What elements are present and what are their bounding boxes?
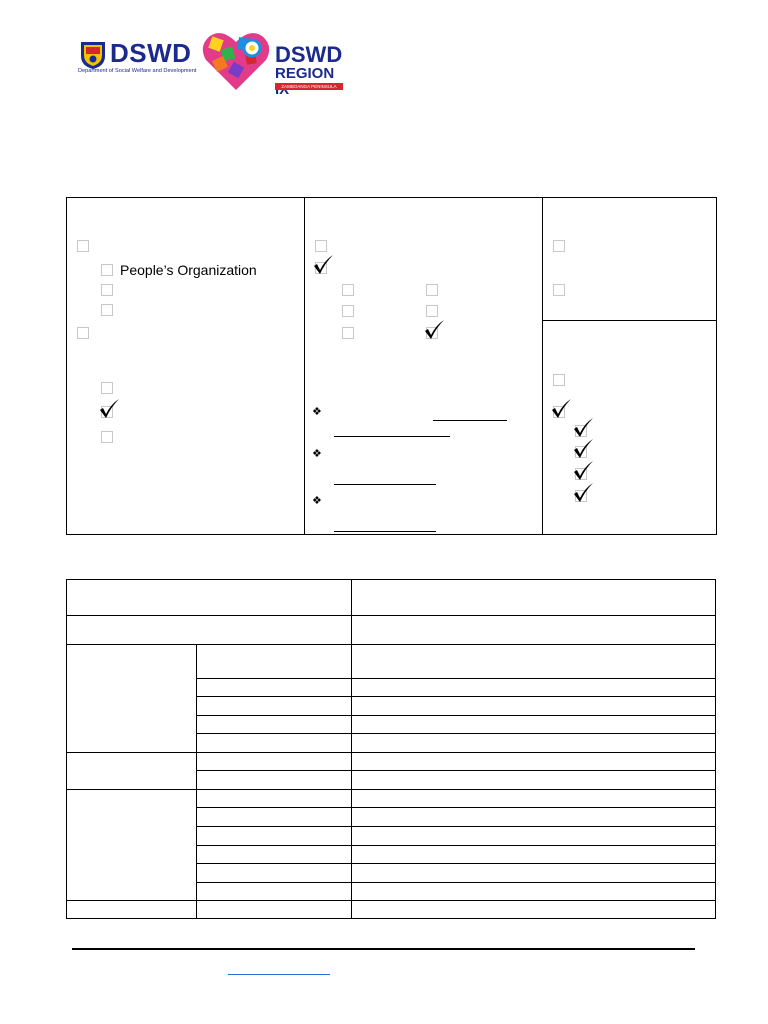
checkmark-icon xyxy=(572,416,594,438)
grid-table xyxy=(66,579,716,919)
checkmark-icon xyxy=(550,397,572,419)
checkbox[interactable] xyxy=(101,264,113,276)
checkbox[interactable] xyxy=(101,431,113,443)
region-label: REGION xyxy=(275,65,335,82)
footer-rule xyxy=(72,948,695,950)
diamond-bullet-icon: ❖ xyxy=(312,495,322,507)
checkmark-icon xyxy=(312,253,334,275)
footer-link[interactable] xyxy=(228,966,330,975)
checkbox[interactable] xyxy=(342,284,354,296)
checkbox[interactable] xyxy=(426,284,438,296)
dswd-seal-icon xyxy=(78,40,108,70)
checkbox[interactable] xyxy=(553,284,565,296)
checkmark-icon xyxy=(423,318,445,340)
region-heart-emblem-icon xyxy=(200,28,272,94)
checkbox[interactable] xyxy=(77,240,89,252)
blank-underline[interactable] xyxy=(334,531,436,532)
checkbox[interactable] xyxy=(426,305,438,317)
blank-underline[interactable] xyxy=(334,484,436,485)
peoples-organization-label: People’s Organization xyxy=(120,262,257,278)
checkbox[interactable] xyxy=(553,374,565,386)
checkbox[interactable] xyxy=(101,304,113,316)
blank-underline[interactable] xyxy=(334,436,450,437)
checklist-divider xyxy=(304,197,305,535)
dswd-logo xyxy=(78,38,197,78)
region-banner: ZAMBOANGA PENINSULA xyxy=(275,83,343,90)
diamond-bullet-icon: ❖ xyxy=(312,406,322,418)
checkmark-icon xyxy=(572,459,594,481)
checkbox[interactable] xyxy=(101,382,113,394)
region-wordmark: DSWD xyxy=(275,42,343,67)
checkbox[interactable] xyxy=(101,284,113,296)
checkmark-icon xyxy=(572,481,594,503)
checkbox[interactable] xyxy=(315,240,327,252)
checklist-divider xyxy=(542,320,717,321)
blank-underline[interactable] xyxy=(433,420,507,421)
checkbox[interactable] xyxy=(342,305,354,317)
dswd-subtitle: Department of Social Welfare and Development xyxy=(78,68,197,74)
dswd-wordmark: DSWD xyxy=(110,38,192,68)
checkmark-icon xyxy=(572,437,594,459)
diamond-bullet-icon: ❖ xyxy=(312,448,322,460)
checkmark-icon xyxy=(98,397,120,419)
checkbox[interactable] xyxy=(342,327,354,339)
checkbox[interactable] xyxy=(77,327,89,339)
checkbox[interactable] xyxy=(553,240,565,252)
region-logo xyxy=(200,28,350,94)
checklist-divider xyxy=(542,197,543,535)
